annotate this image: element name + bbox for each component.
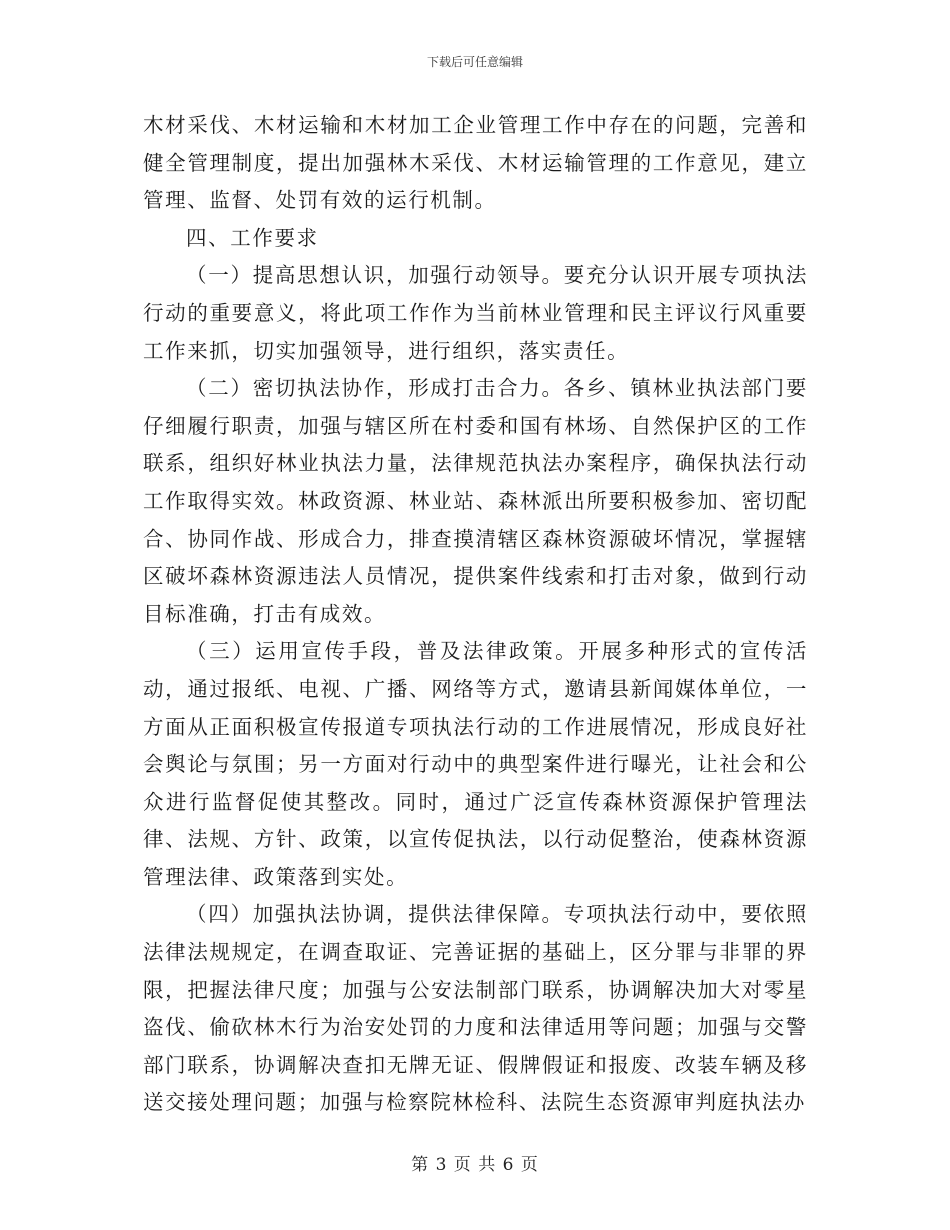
paragraph-requirement-2: （二）密切执法协作，形成打击合力。各乡、镇林业执法部门要仔细履行职责，加强与辖区所在村委和国有林场、自然保护区的工作联系，组织好林业执法力量，法律规范执法办案程序，确保执法行动工作取得实效。林政资源、林业站、森林派出所要积极参加、密切配合、协同作战、形成合力，排查摸清辖区森林资源破坏情况，掌握辖区破坏森林资源违法人员情况，提供案件线索和打击对象，做到行动目标准确，打击有成效。 [143,376,808,626]
header-note: 下载后可任意编辑 [426,55,523,69]
paragraph-continuation: 木材采伐、木材运输和木材加工企业管理工作中存在的问题，完善和健全管理制度，提出加强林木采伐、木材运输管理的工作意见，建立管理、监督、处罚有效的运行机制。 [143,113,808,213]
section-heading-work-requirements: 四、工作要求 [186,225,319,250]
paragraph-requirement-1: （一）提高思想认识，加强行动领导。要充分认识开展专项执法行动的重要意义，将此项工作作为当前林业管理和民主评议行风重要工作来抓，切实加强领导，进行组织，落实责任。 [143,263,808,363]
document-body [143,107,808,1122]
paragraph-requirement-3: （三）运用宣传手段，普及法律政策。开展多种形式的宣传活动，通过报纸、电视、广播、网络等方式，邀请县新闻媒体单位，一方面从正面积极宣传报道专项执法行动的工作进展情况，形成良好社会舆论与氛围；另一方面对行动中的典型案件进行曝光，让社会和公众进行监督促使其整改。同时，通过广泛宣传森林资源保护管理法律、法规、方针、政策，以宣传促执法，以行动促整治，使森林资源管理法律、政策落到实处。 [143,639,808,889]
paragraph-requirement-4: （四）加强执法协调，提供法律保障。专项执法行动中，要依照法律法规规定，在调查取证、完善证据的基础上，区分罪与非罪的界限，把握法律尺度；加强与公安法制部门联系，协调解决加大对零星盗伐、偷砍林木行为治安处罚的力度和法律适用等问题；加强与交警部门联系，协调解决查扣无牌无证、假牌假证和报废、改装车辆及移送交接处理问题；加强与检察院林检科、法院生态资源审判庭执法办 [143,902,808,1115]
page-number-footer: 第 3 页 共 6 页 [411,1155,539,1175]
